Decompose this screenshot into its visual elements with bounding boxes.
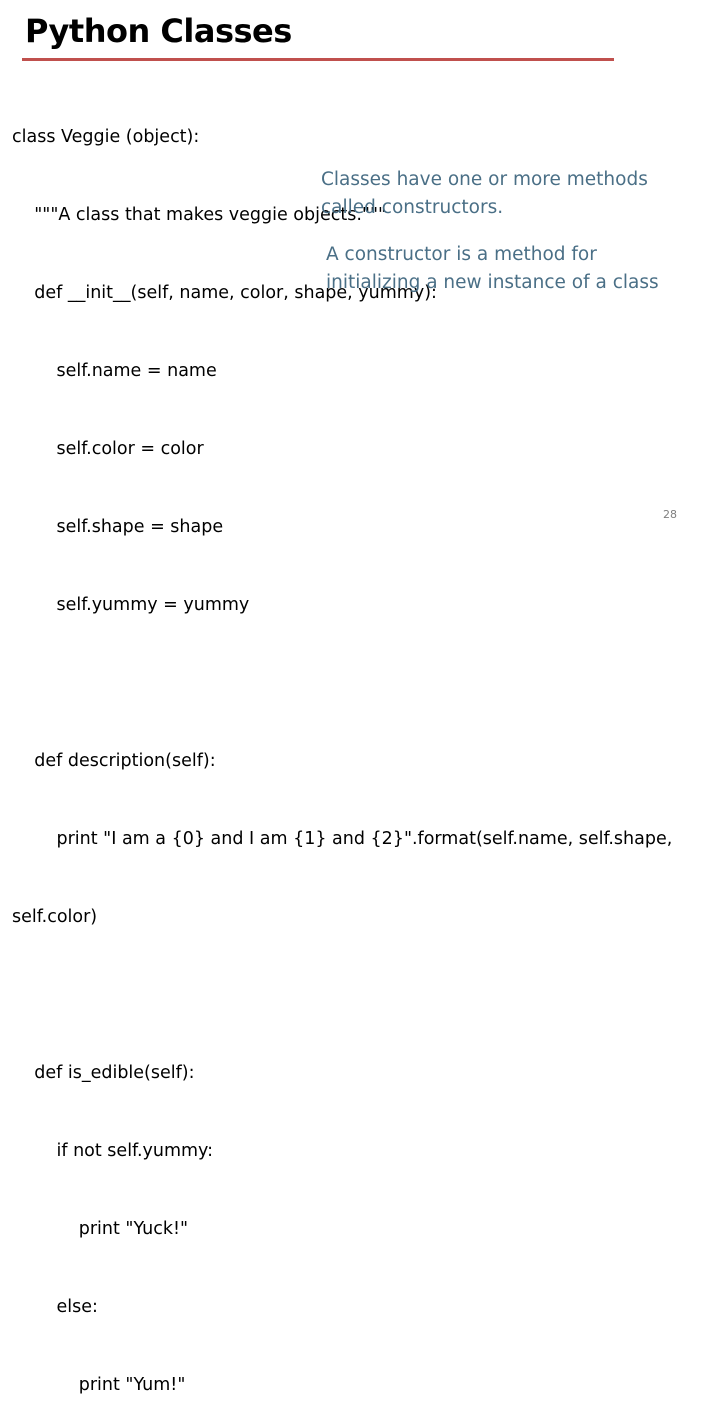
code-line [12, 982, 672, 1008]
slide-title: Python Classes [25, 12, 292, 50]
code-line: self.shape = shape [12, 517, 224, 537]
code-line: print "I am a {0} and I am {1} and {2}".format(self.name, self.shape, [12, 829, 673, 849]
code-line: """A class that makes veggie objects.""" [12, 205, 387, 225]
code-line: def description(self): [12, 751, 216, 771]
code-line: print "Yum!" [12, 1375, 186, 1395]
code-line [12, 670, 672, 696]
code-line: else: [12, 1297, 98, 1317]
note-line: Classes have one or more methods [321, 169, 648, 190]
code-line: self.yummy = yummy [12, 595, 250, 615]
code-line: class Veggie (object): [12, 127, 200, 147]
code-line: self.color) [12, 907, 98, 927]
title-underline [22, 58, 614, 61]
code-line: self.color = color [12, 439, 204, 459]
code-line: print "Yuck!" [12, 1219, 189, 1239]
note-line: called constructors. [321, 197, 504, 218]
code-line: def is_edible(self): [12, 1063, 195, 1083]
constructor-note [321, 166, 648, 222]
page-number: 28 [663, 508, 677, 521]
code-line: self.name = name [12, 361, 217, 381]
note-line: initializing a new instance of a class [326, 272, 659, 293]
note-line: A constructor is a method for [326, 244, 597, 265]
code-line: if not self.yummy: [12, 1141, 214, 1161]
constructor-definition-note [326, 241, 659, 297]
code-line: def __init__(self, name, color, shape, yummy): [12, 283, 437, 303]
